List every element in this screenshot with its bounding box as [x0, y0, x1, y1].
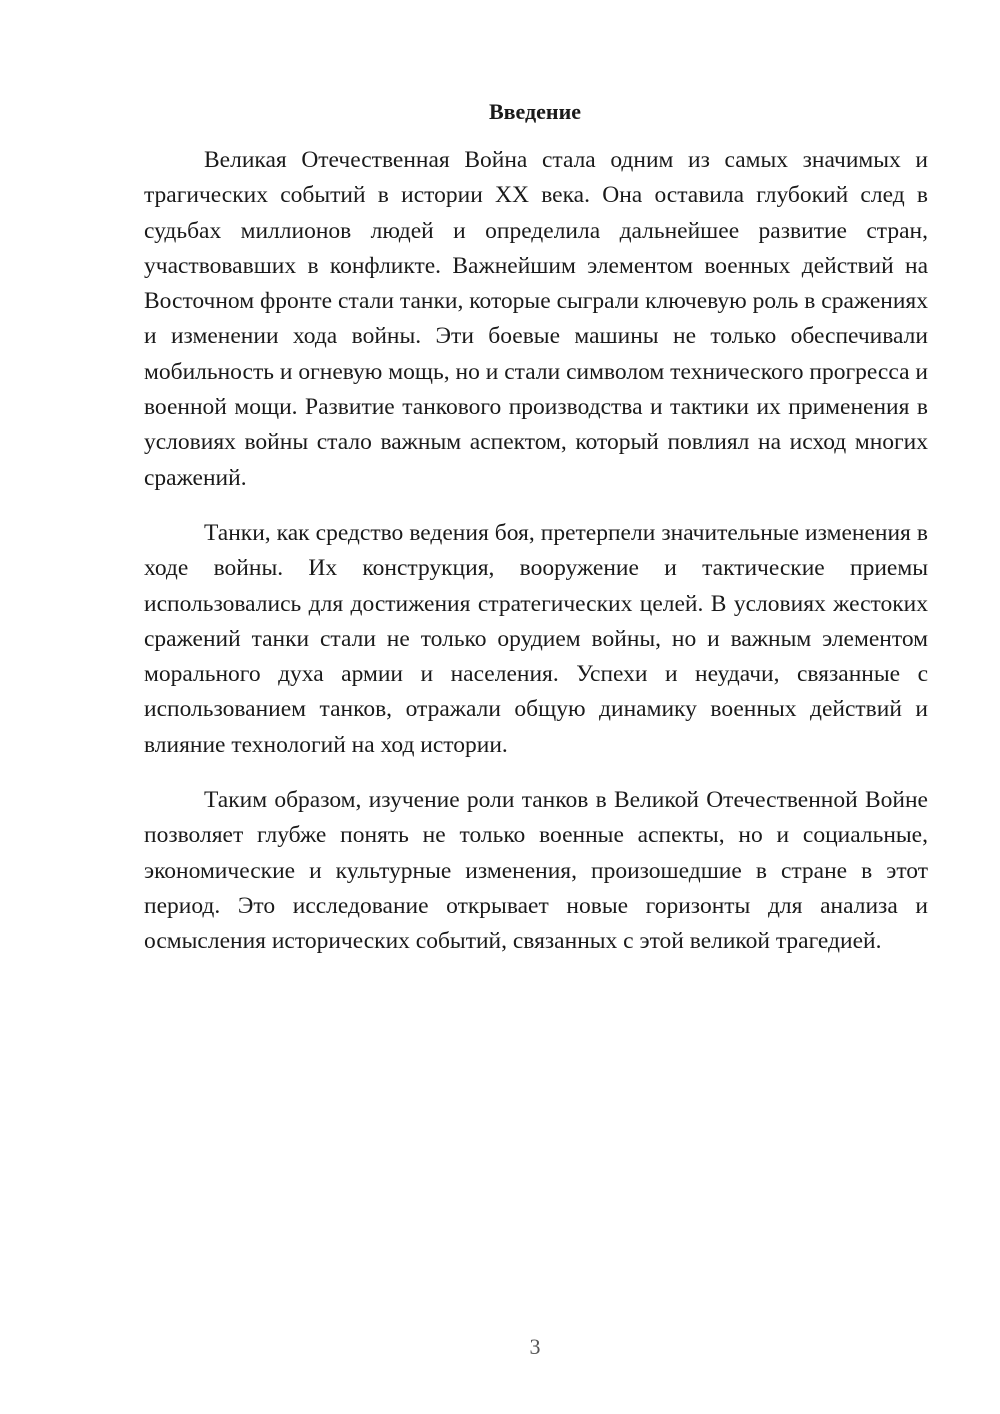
paragraph-1: Великая Отечественная Война стала одним из самых значимых и трагических событий в истории XX века. Она оставила глубокий след в судьбах миллионов людей и определила дальнейшее развитие стран, участвовавших в конфликте. Важнейшим элементом военных действий на Восточном фронте стали танки, которые сыграли ключевую роль в сражениях и изменении хода войны. Эти боевые машины не только обеспечивали мобильность и огневую мощь, но и стали символом технического прогресса и военной мощи. Развитие танкового производства и тактики их применения в условиях войны стало важным аспектом, который повлиял на исход многих сражений. — [144, 147, 928, 491]
page-title: Введение — [488, 99, 582, 124]
paragraph-2: Танки, как средство ведения боя, претерпели значительные изменения в ходе войны. Их конструкция, вооружение и тактические приемы использовались для достижения стратегических целей. В условиях жестоких сражений танки стали не только орудием войны, но и важным элементом морального духа армии и населения. Успехи и неудачи, связанные с использованием танков, отражали общую динамику военных действий и влияние технологий на ход истории. — [144, 519, 928, 758]
document-body — [144, 143, 928, 980]
page-number: 3 — [529, 1334, 541, 1359]
paragraph-3: Таким образом, изучение роли танков в Великой Отечественной Войне позволяет глубже понять не только военные аспекты, но и социальные, экономические и культурные изменения, произошедшие в стране в этот период. Это исследование открывает новые горизонты для анализа и осмысления исторических событий, связанных с этой великой трагедией. — [144, 787, 928, 955]
